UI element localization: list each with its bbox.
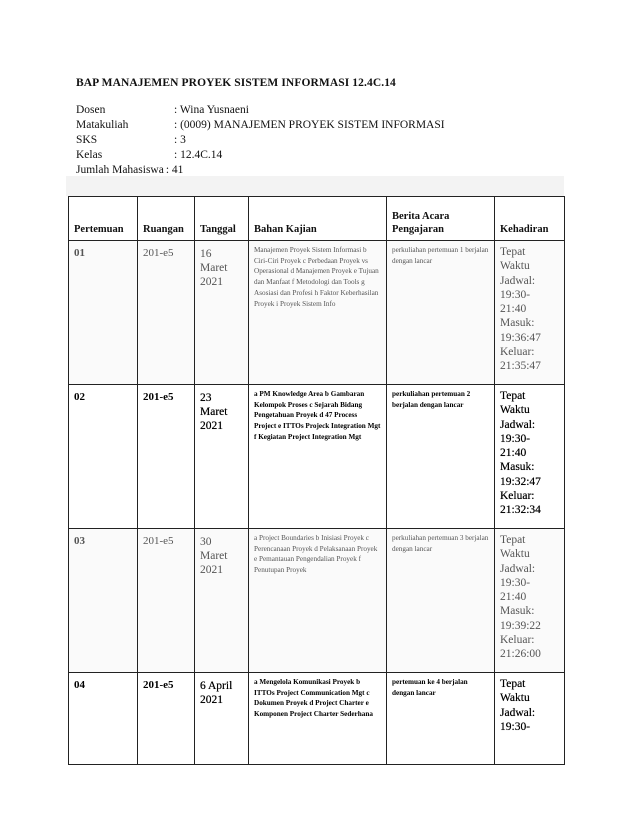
kehadiran-line: 19:32:47 — [500, 475, 541, 488]
tanggal-line: 23 — [200, 392, 212, 404]
cell-bahan-kajian: a Mengelola Komunikasi Proyek b ITTOs Project Communication Mgt c Dokumen Proyek d Project Charter e Komponen Project Charter Sederhana — [249, 673, 387, 765]
cell-berita-acara: perkuliahan pertemuan 1 berjalan dengan lancar — [387, 241, 495, 385]
cell-tanggal — [195, 385, 249, 529]
cell-kehadiran — [495, 529, 565, 673]
info-value: : Wina Yusnaeni — [174, 104, 249, 116]
tanggal-line: Maret — [200, 406, 228, 418]
kehadiran-line: Jadwal: — [500, 562, 536, 575]
info-value: : 3 — [174, 134, 186, 146]
table-row — [69, 241, 565, 385]
separator-band — [66, 176, 564, 196]
kehadiran-line: Tepat — [500, 534, 526, 546]
kehadiran-line: 19:30- — [500, 288, 531, 301]
course-info — [76, 103, 445, 178]
info-label: Matakuliah — [76, 119, 129, 131]
document-title: BAP MANAJEMEN PROYEK SISTEM INFORMASI 12.4C.14 — [76, 77, 396, 89]
tanggal-line: 6 April — [200, 680, 233, 692]
kehadiran-line: 21:40 — [500, 447, 527, 460]
col-header-tanggal: Tanggal — [195, 197, 249, 241]
table-header-row — [69, 197, 565, 241]
kehadiran-line: 19:39:22 — [500, 619, 541, 632]
cell-bahan-kajian: Manajemen Proyek Sistem Informasi b Ciri-Ciri Proyek c Perbedaan Proyek vs Operasional d Manajemen Proyek e Tujuan dan Manfaat f Metodologi dan Tools g Asosiasi dan Profesi h Faktor Keberhasilan Proyek i Proyek Sistem Info — [249, 241, 387, 385]
kehadiran-line: 19:30- — [500, 720, 531, 733]
kehadiran-line: 21:40 — [500, 591, 527, 604]
info-row-sks — [76, 133, 445, 148]
cell-berita-acara: pertemuan ke 4 berjalan dengan lancar — [387, 673, 495, 765]
kehadiran-line: 21:40 — [500, 303, 527, 316]
tanggal-line: 2021 — [200, 276, 223, 288]
cell-pertemuan: 03 — [69, 529, 138, 673]
cell-pertemuan: 01 — [69, 241, 138, 385]
cell-pertemuan: 02 — [69, 385, 138, 529]
cell-kehadiran — [495, 241, 565, 385]
kehadiran-line: 19:36:47 — [500, 331, 541, 344]
col-header-kehadiran: Kehadiran — [495, 197, 565, 241]
info-label: SKS — [76, 134, 98, 146]
cell-pertemuan: 04 — [69, 673, 138, 765]
info-label: Kelas — [76, 149, 103, 161]
kehadiran-line: 19:30- — [500, 576, 531, 589]
tanggal-line: 2021 — [200, 564, 223, 576]
info-label: Jumlah Mahasiswa — [76, 164, 164, 176]
kehadiran-line: Waktu — [500, 260, 530, 273]
table-row — [69, 673, 565, 765]
cell-ruangan: 201-e5 — [138, 241, 195, 385]
cell-bahan-kajian: a PM Knowledge Area b Gambaran Kelompok Proses c Sejarah Bidang Pengetahuan Proyek d 47 Process Project e ITTOs Projeck Integration Mgt f Kegiatan Project Integration Mgt — [249, 385, 387, 529]
cell-kehadiran — [495, 385, 565, 529]
tanggal-line: 2021 — [200, 420, 223, 432]
kehadiran-line: Masuk: — [500, 461, 535, 474]
cell-ruangan: 201-e5 — [138, 385, 195, 529]
cell-bahan-kajian: a Project Boundaries b Inisiasi Proyek c Perencanaan Proyek d Pelaksanaan Proyek e Pemantauan Pengendalian Proyek f Penutupan Proyek — [249, 529, 387, 673]
col-header-ruangan: Ruangan — [138, 197, 195, 241]
kehadiran-line: Jadwal: — [500, 274, 536, 287]
kehadiran-line: Masuk: — [500, 605, 535, 618]
info-value: : 12.4C.14 — [174, 149, 223, 161]
kehadiran-line: Waktu — [500, 548, 530, 561]
kehadiran-line: Jadwal: — [500, 418, 536, 431]
kehadiran-line: 19:30- — [500, 432, 531, 445]
table-row — [69, 529, 565, 673]
info-value: : (0009) MANAJEMEN PROYEK SISTEM INFORMASI — [174, 119, 445, 131]
attendance-table — [68, 196, 565, 765]
kehadiran-line: Masuk: — [500, 317, 535, 330]
cell-ruangan: 201-e5 — [138, 529, 195, 673]
kehadiran-line: Keluar: — [500, 634, 535, 647]
info-row-kelas — [76, 148, 445, 163]
kehadiran-line: Tepat — [500, 246, 526, 258]
col-header-bahan-kajian: Bahan Kajian — [249, 197, 387, 241]
kehadiran-line: Tepat — [500, 390, 526, 402]
kehadiran-line: 21:35:47 — [500, 360, 541, 373]
cell-kehadiran — [495, 673, 565, 765]
tanggal-line: 2021 — [200, 694, 223, 706]
kehadiran-line: 21:32:34 — [500, 504, 541, 517]
kehadiran-line: Jadwal: — [500, 706, 536, 719]
kehadiran-line: Keluar: — [500, 346, 535, 359]
cell-berita-acara: perkuliahan pertemuan 2 berjalan dengan lancar — [387, 385, 495, 529]
info-value: : 41 — [165, 164, 184, 176]
cell-tanggal — [195, 529, 249, 673]
col-header-berita-acara: Berita Acara Pengajaran — [387, 197, 495, 241]
cell-ruangan: 201-e5 — [138, 673, 195, 765]
info-label: Dosen — [76, 104, 106, 116]
tanggal-line: 16 — [200, 248, 212, 260]
kehadiran-line: Waktu — [500, 404, 530, 417]
tanggal-line: Maret — [200, 550, 228, 562]
col-header-pertemuan: Pertemuan — [69, 197, 138, 241]
table-row — [69, 385, 565, 529]
cell-tanggal — [195, 673, 249, 765]
kehadiran-line: Waktu — [500, 692, 530, 705]
kehadiran-line: Tepat — [500, 678, 526, 690]
tanggal-line: Maret — [200, 262, 228, 274]
info-row-dosen — [76, 103, 445, 118]
tanggal-line: 30 — [200, 536, 212, 548]
kehadiran-line: 21:26:00 — [500, 648, 541, 661]
cell-tanggal — [195, 241, 249, 385]
info-row-matakuliah — [76, 118, 445, 133]
cell-berita-acara: perkuliahan pertemuan 3 berjalan dengan lancar — [387, 529, 495, 673]
kehadiran-line: Keluar: — [500, 490, 535, 503]
